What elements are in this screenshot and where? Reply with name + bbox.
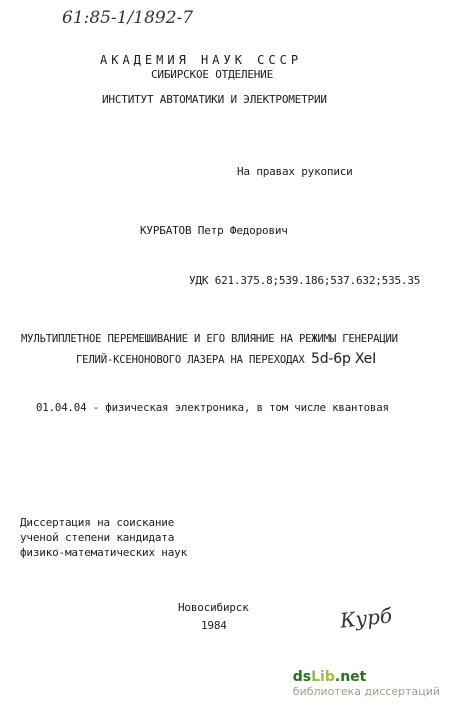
manuscript-note: На правах рукописи [237,165,353,178]
specialty: 01.04.04 - физическая электроника, в том числе квантовая [36,401,389,414]
degree-line3: физико-математических наук [20,546,187,559]
watermark-logo: dsLib.net [292,669,367,685]
title-line2-text: ГЕЛИЙ-КСЕНОНОВОГО ЛАЗЕРА НА ПЕРЕХОДАХ [76,354,305,366]
year: 1984 [201,619,227,632]
watermark-subtitle: библиотека диссертаций [292,685,440,698]
title-formula: 5d-6p XeI [311,351,377,367]
dissertation-title-line1: МУЛЬТИПЛЕТНОЕ ПЕРЕМЕШИВАНИЕ И ЕГО ВЛИЯНИЕ НА РЕЖИМЫ ГЕНЕРАЦИИ [21,333,398,345]
udk-code: УДК 621.375.8;539.186;537.632;535.35 [189,274,421,287]
place: Новосибирск [178,601,249,614]
dissertation-title-line2 [76,353,376,367]
author-name: КУРБАТОВ Петр Федорович [140,224,288,237]
degree-line1: Диссертация на соискание [20,516,175,529]
institute-heading: ИНСТИТУТ АВТОМАТИКИ И ЭЛЕКТРОМЕТРИИ [102,93,327,106]
academy-heading: АКАДЕМИЯ НАУК СССР [100,53,303,67]
signature: Курб [338,603,394,633]
archive-number: 61:85-1/1892-7 [62,8,194,28]
branch-heading: СИБИРСКОЕ ОТДЕЛЕНИЕ [151,68,274,81]
watermark [293,669,440,698]
degree-line2: ученой степени кандидата [20,531,175,544]
